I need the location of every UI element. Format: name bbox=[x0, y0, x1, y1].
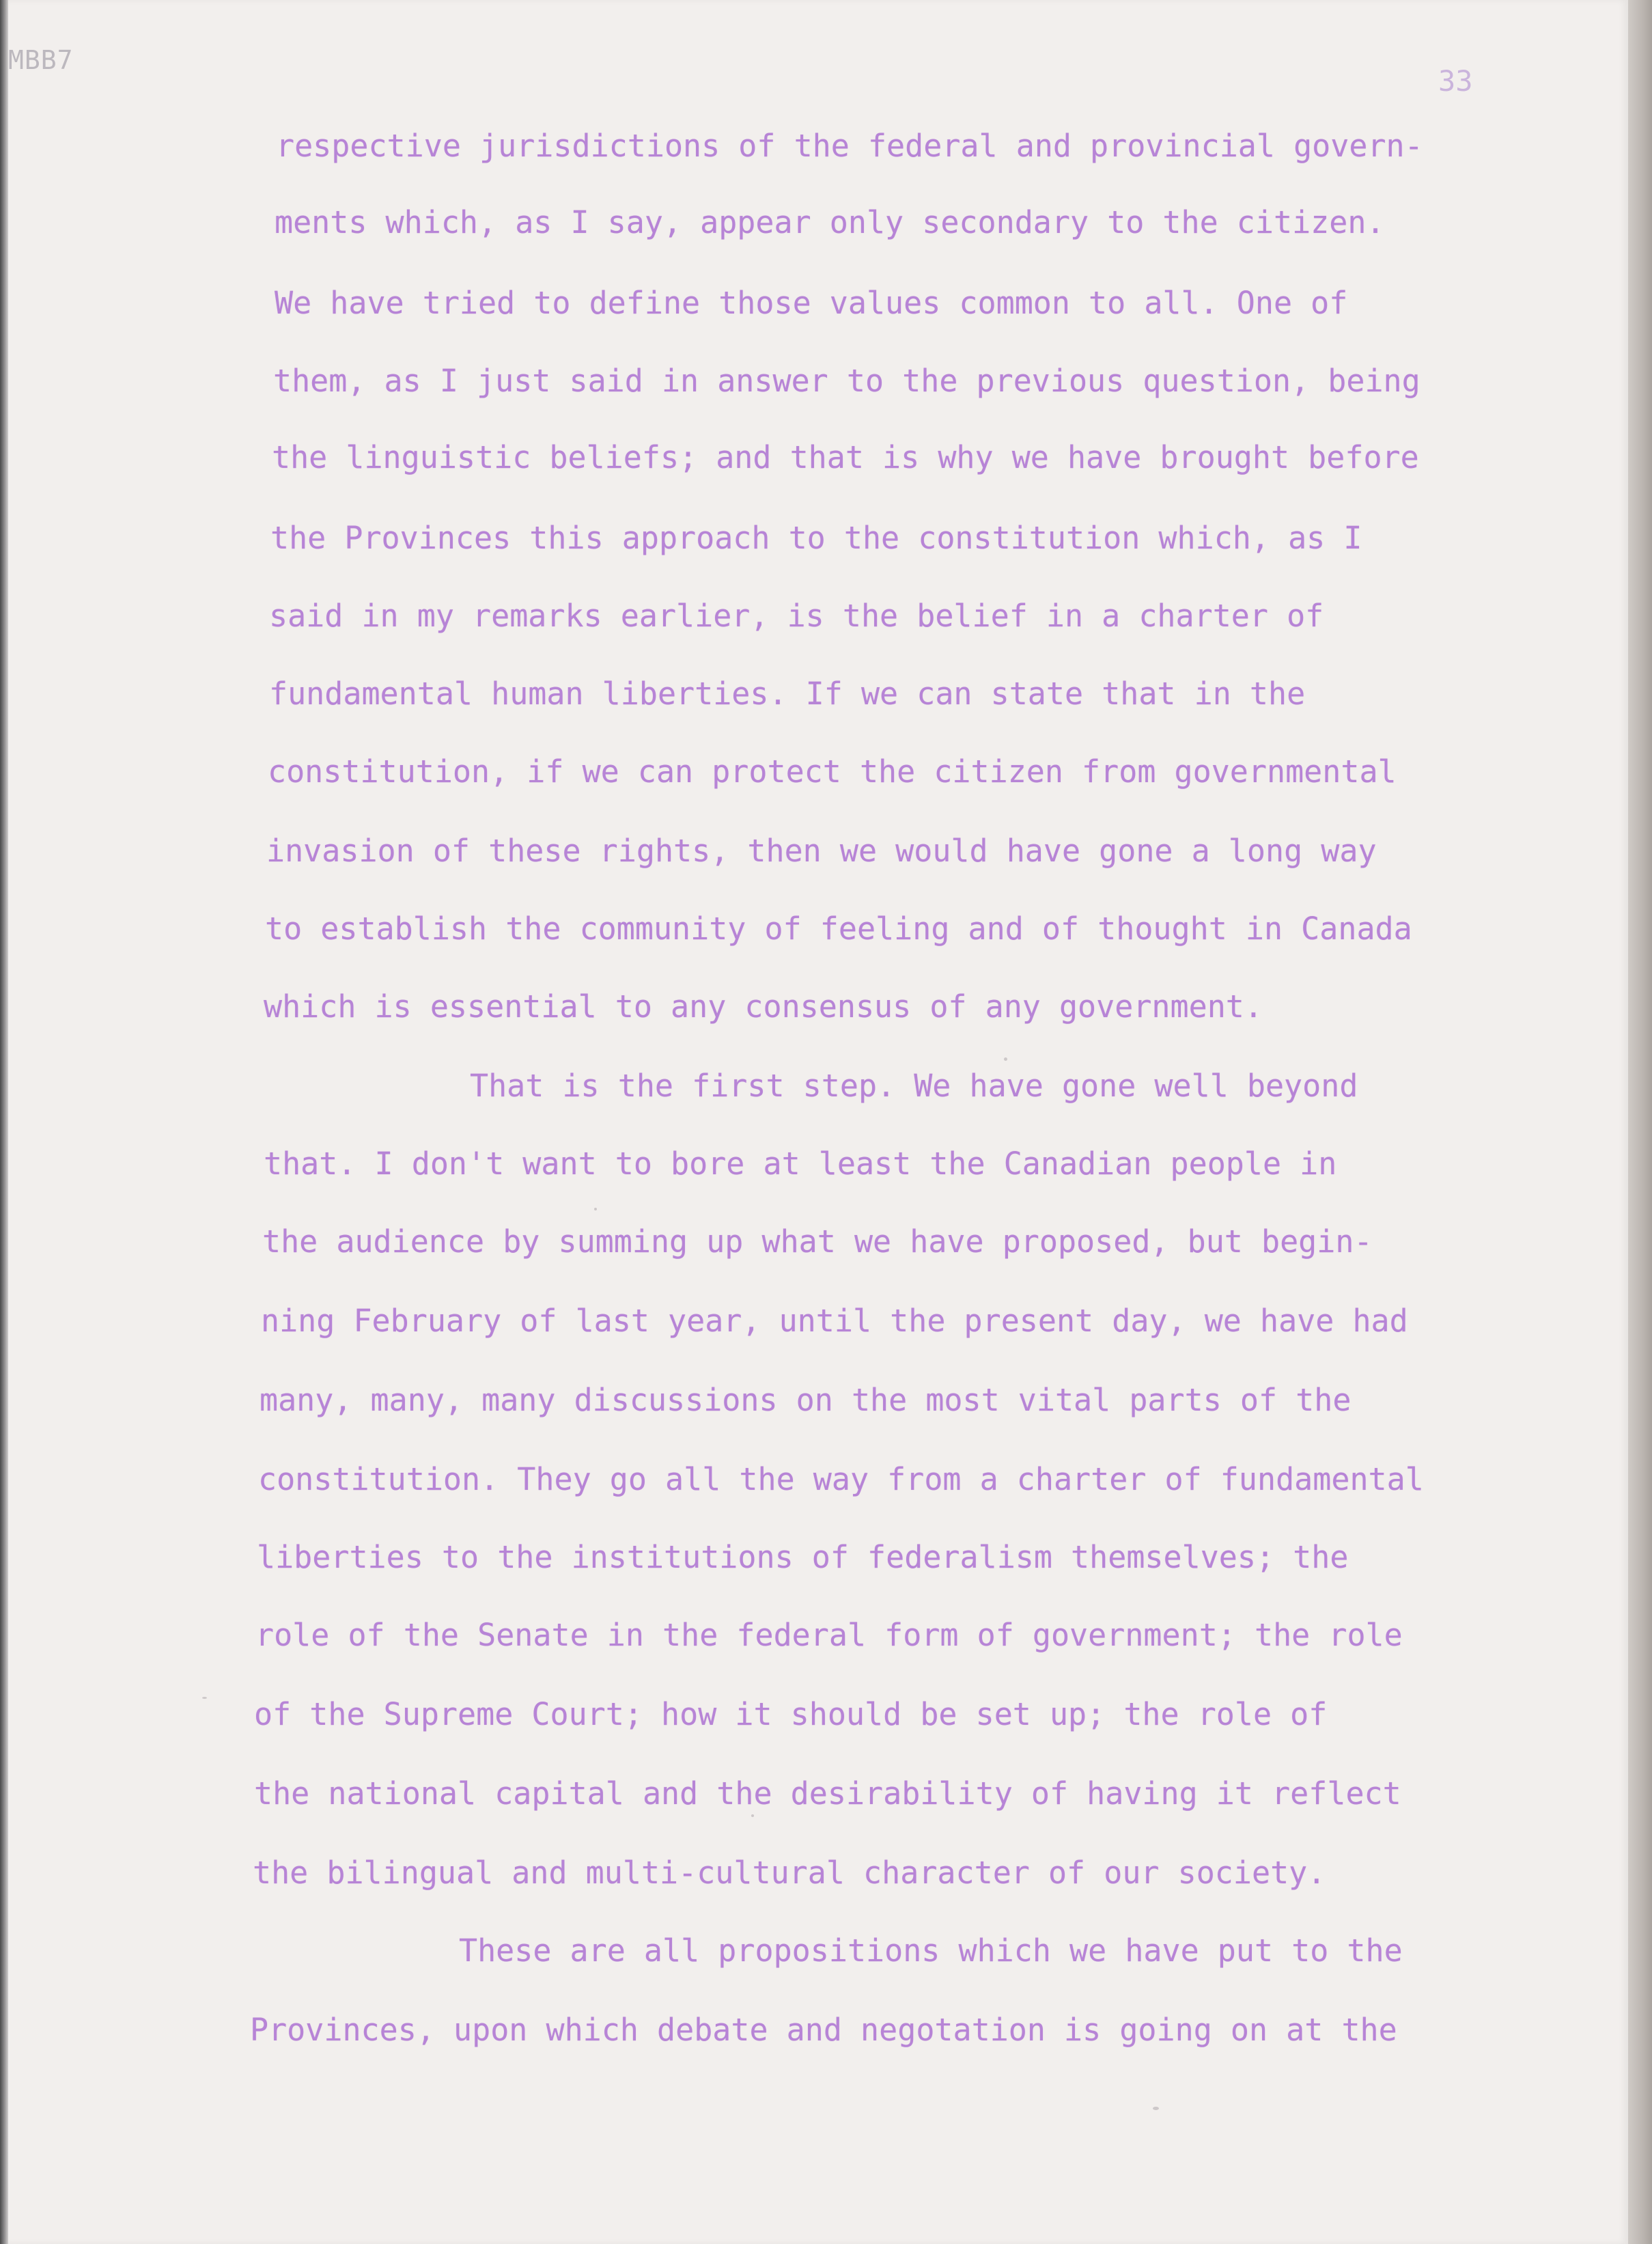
text-line: to establish the community of feeling and of thought in Canada bbox=[265, 911, 1412, 947]
text-line: Provinces, upon which debate and negotation is going on at the bbox=[250, 2012, 1397, 2048]
text-line: said in my remarks earlier, is the belief in a charter of bbox=[269, 598, 1324, 634]
scan-right-edge bbox=[1628, 0, 1652, 2244]
text-line: them, as I just said in answer to the previous question, being bbox=[273, 363, 1420, 399]
text-line: fundamental human liberties. If we can state that in the bbox=[269, 676, 1306, 712]
text-line: role of the Senate in the federal form of government; the role bbox=[255, 1617, 1403, 1653]
text-line: the linguistic beliefs; and that is why we have brought before bbox=[272, 439, 1419, 475]
text-line: respective jurisdictions of the federal and provincial govern- bbox=[276, 128, 1423, 164]
text-line: constitution, if we can protect the citizen from governmental bbox=[268, 753, 1397, 790]
typed-page bbox=[8, 0, 1628, 2244]
text-line: the national capital and the desirability of having it reflect bbox=[254, 1775, 1401, 1812]
text-line: ning February of last year, until the present day, we have had bbox=[261, 1303, 1408, 1339]
text-line: which is essential to any consensus of any government. bbox=[264, 988, 1263, 1025]
text-line: of the Supreme Court; how it should be set up; the role of bbox=[254, 1696, 1328, 1732]
file-code: MBB7 bbox=[8, 45, 74, 75]
text-line: We have tried to define those values common to all. One of bbox=[275, 285, 1348, 321]
paper-speck bbox=[751, 1814, 754, 1817]
text-line: many, many, many discussions on the most vital parts of the bbox=[260, 1382, 1352, 1418]
text-line: the Provinces this approach to the constitution which, as I bbox=[270, 520, 1362, 556]
text-line: that. I don't want to bore at least the Canadian people in bbox=[264, 1146, 1337, 1182]
text-line: the bilingual and multi-cultural character of our society. bbox=[253, 1855, 1326, 1891]
paper-speck bbox=[1153, 2107, 1159, 2110]
paper-speck bbox=[1004, 1057, 1007, 1061]
text-line: ments which, as I say, appear only secondary to the citizen. bbox=[275, 204, 1385, 240]
text-line: That is the first step. We have gone well beyond bbox=[470, 1068, 1358, 1104]
text-line: liberties to the institutions of federalism themselves; the bbox=[257, 1539, 1349, 1575]
paper-speck bbox=[594, 1208, 597, 1210]
text-line: constitution. They go all the way from a charter of fundamental bbox=[258, 1461, 1424, 1497]
text-line: the audience by summing up what we have proposed, but begin- bbox=[262, 1223, 1373, 1260]
text-line: These are all propositions which we have put to the bbox=[459, 1933, 1403, 1969]
paper-speck bbox=[202, 1697, 207, 1699]
page-number: 33 bbox=[1438, 64, 1473, 98]
text-line: invasion of these rights, then we would have gone a long way bbox=[266, 833, 1377, 869]
